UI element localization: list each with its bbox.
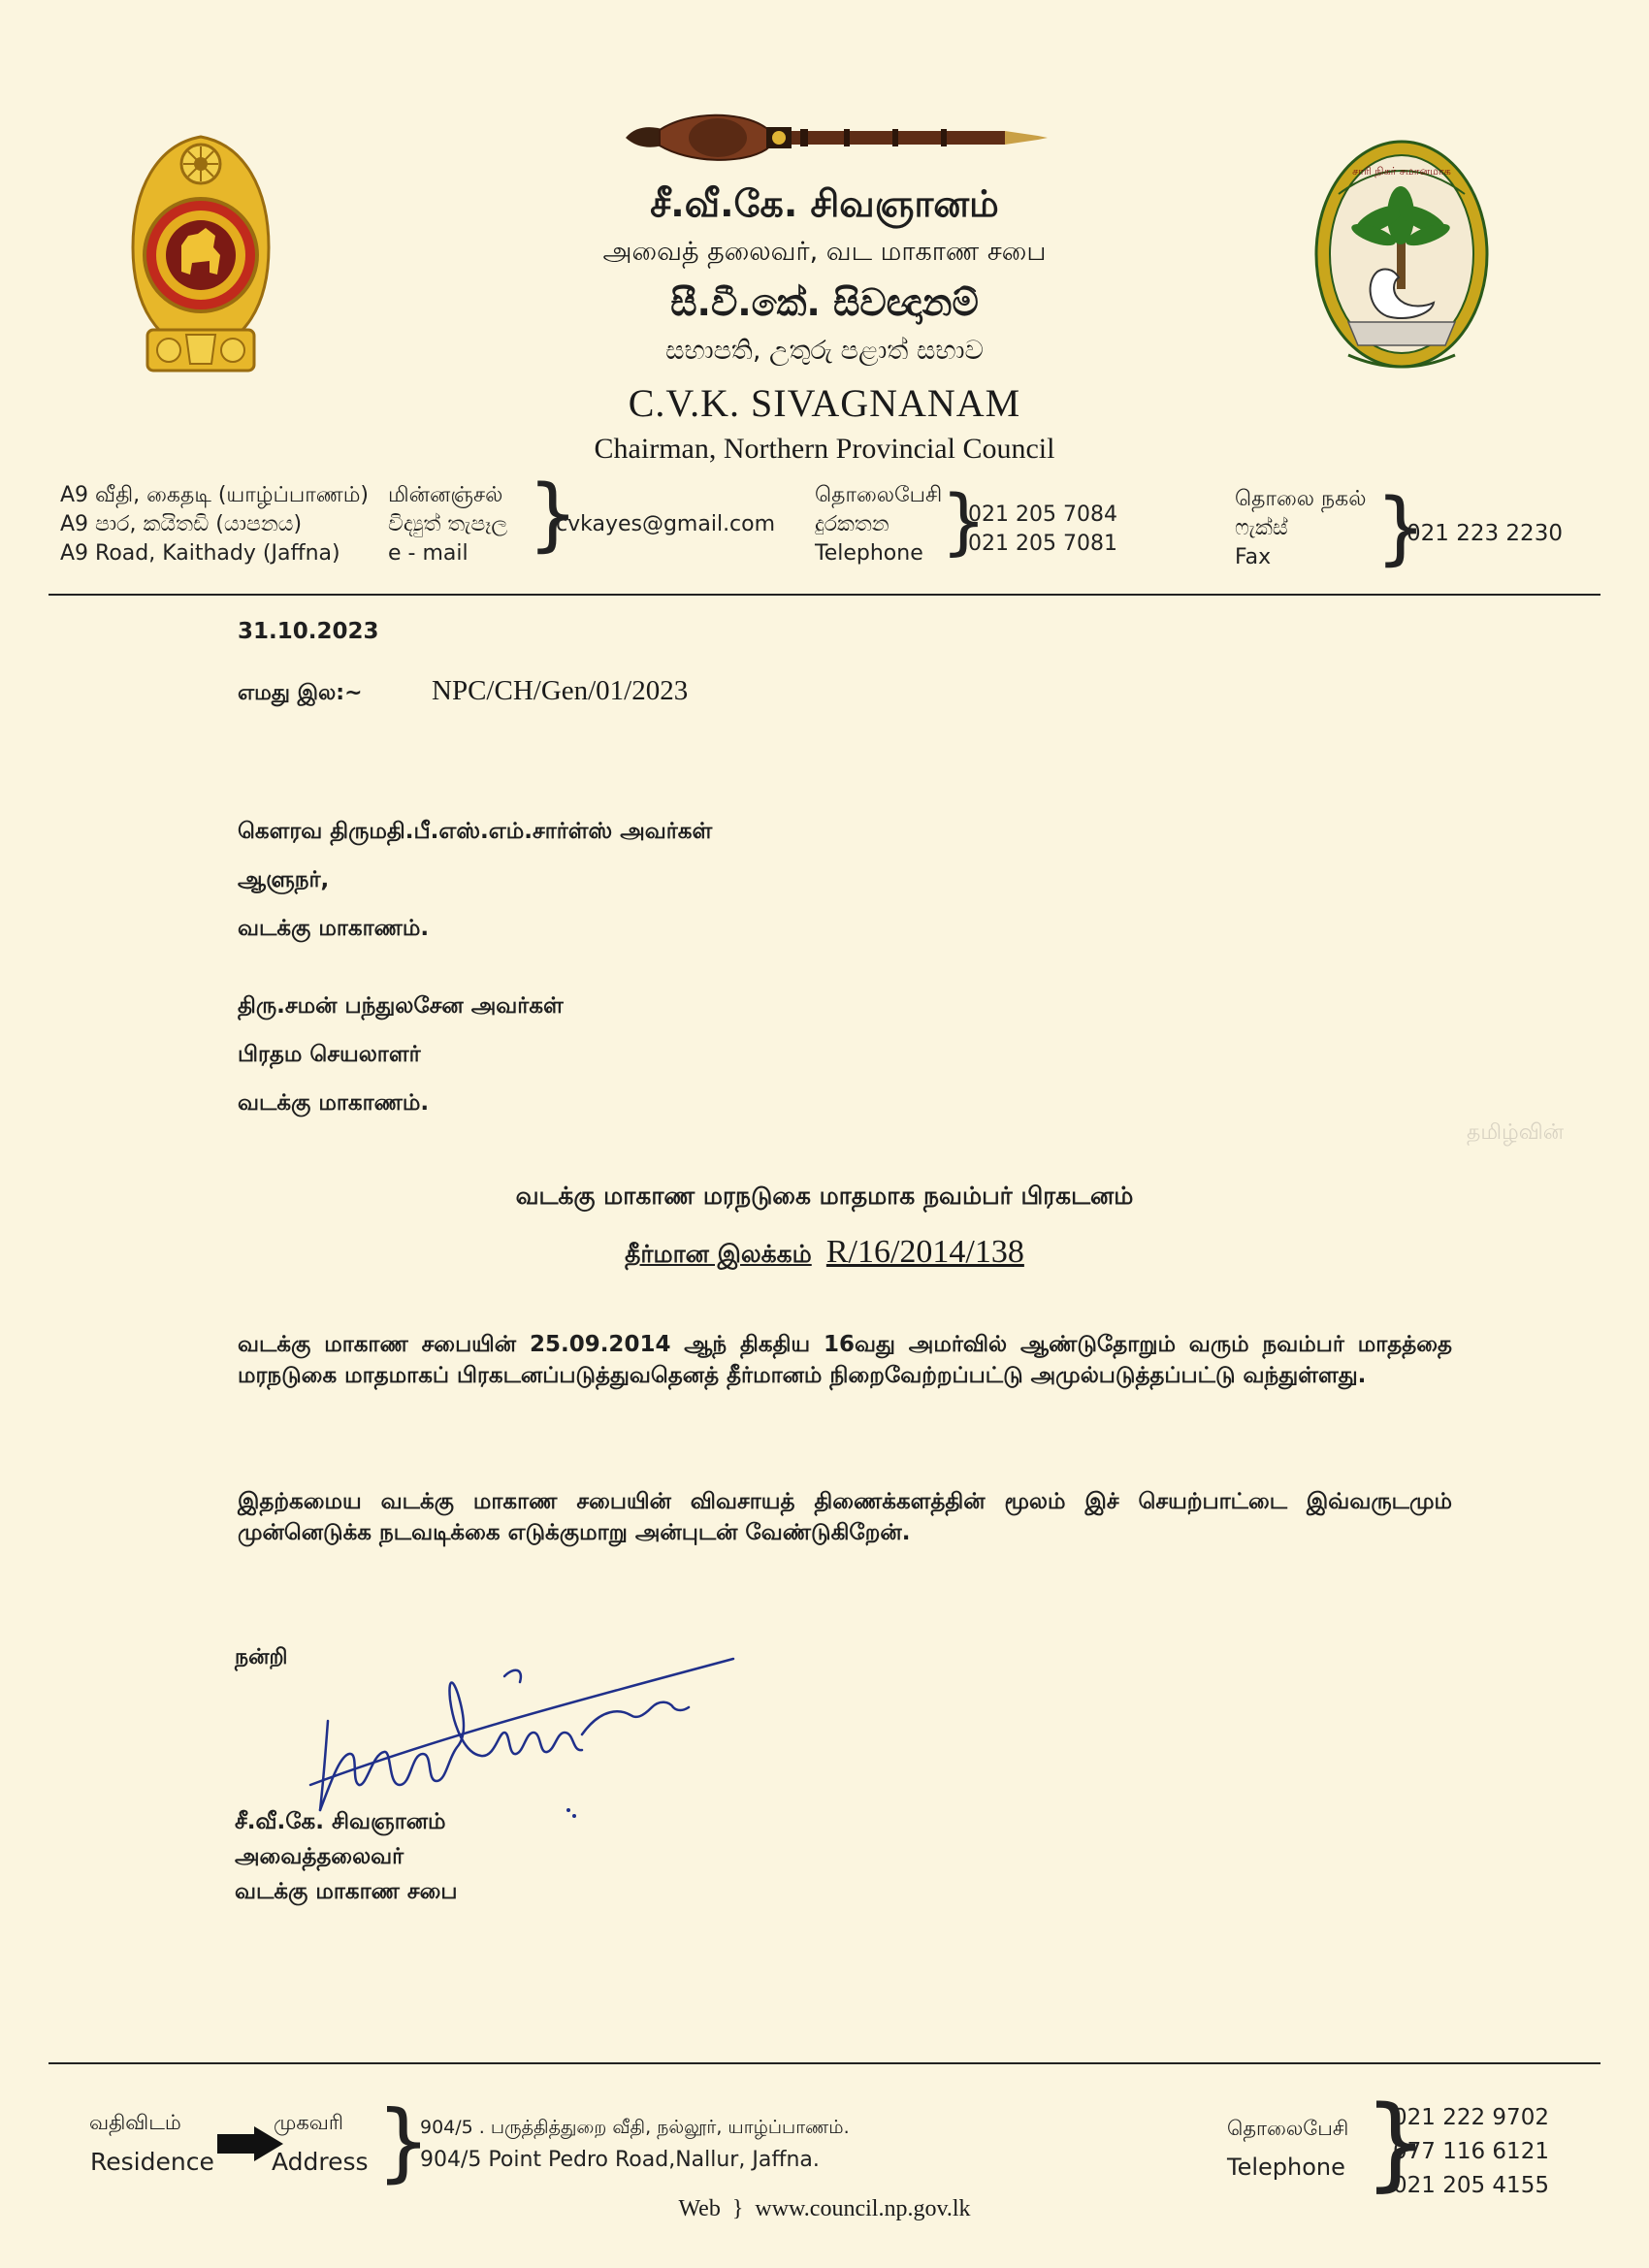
letterhead-title-tamil: அவைத் தலைவர், வட மாகாண சபை — [602, 237, 1047, 267]
contact-phones: 021 205 7084 021 205 7081 — [968, 502, 1117, 556]
recipient-governor: கௌரவ திருமதி.பீ.எஸ்.எம்.சார்ள்ஸ் அவர்கள் ஆளுநர், வடக்கு மாகாணம். — [238, 819, 713, 941]
subject-heading: வடக்கு மாகாண மரநடுகை மாதமாக நவம்பர் பிரகடனம் — [515, 1182, 1134, 1210]
sri-lanka-emblem-icon — [128, 131, 274, 385]
footer-phone-label-tamil: தொலைபேசி — [1227, 2117, 1349, 2140]
letterhead-name-tamil: சீ.வீ.கே. சிவஞானம் — [650, 182, 999, 225]
ceremonial-mace-icon — [621, 109, 1048, 165]
footer-web: Web } www.council.np.gov.lk — [678, 2196, 971, 2221]
address-tamil: 904/5 . பருத்தித்துறை வீதி, நல்லூர், யாழ்ப்பாணம். — [420, 2117, 850, 2138]
letterhead-title-sinhala: සභාපති, උතුරු පළාත් සභාව — [665, 336, 984, 366]
thanks: நன்றி — [235, 1645, 288, 1669]
contact-email[interactable]: cvkayes@gmail.com — [556, 512, 776, 536]
contact-address: A9 வீதி, கைதடி (யாழ்ப்பாணம்) A9 පාර, කයිතඩි (යාපනය) A9 Road, Kaithady (Jaffna) — [60, 483, 369, 566]
letterhead-title-english: Chairman, Northern Provincial Council — [594, 433, 1055, 465]
brace-icon: } — [1364, 2084, 1429, 2202]
contact-fax-labels: தொலை நகல் ෆැක්ස් Fax — [1235, 487, 1367, 569]
brace-icon: } — [528, 469, 579, 561]
address-label-english: Address — [272, 2148, 369, 2176]
brace-icon: } — [941, 480, 987, 564]
northern-province-emblem-icon — [1310, 136, 1494, 386]
reference-number: NPC/CH/Gen/01/2023 — [432, 675, 689, 706]
paragraph-2: இதற்கமைய வடக்கு மாகாண சபையின் விவசாயத் திணைக்களத்தின் மூலம் இச் செயற்பாட்டை இவ்வருடமும் முன்னெடுக்க நடவடிக்கை எடுக்குமாறு அன்புடன் வேண்டுகிறேன். — [238, 1489, 1452, 1545]
emblem-right-motto: சாரி நிகர் சமானமாக — [1352, 165, 1451, 178]
brace-icon: } — [1375, 482, 1427, 574]
web-label: Web — [678, 2196, 721, 2221]
signature-icon — [291, 1639, 757, 1824]
address-label-tamil: முகவரி — [274, 2111, 343, 2134]
residence-label-english: Residence — [90, 2148, 214, 2176]
address-english: 904/5 Point Pedro Road,Nallur, Jaffna. — [420, 2148, 820, 2172]
header-divider — [48, 594, 1600, 596]
resolution-label: தீர்மான இலக்கம் — [625, 1240, 812, 1268]
letterhead-name-english: C.V.K. SIVAGNANAM — [628, 381, 1021, 425]
contact-phone-labels: தொலைபேசி දුරකතන Telephone — [815, 483, 943, 566]
watermark: தமிழ்வின் — [1467, 1120, 1565, 1145]
letterhead-name-sinhala: සී.වී.කේ. සිවඥානම් — [670, 281, 979, 324]
paragraph-1: வடக்கு மாகாண சபையின் 25.09.2014 ஆந் திகதிய 16வது அமர்வில் ஆண்டுதோறும் வரும் நவம்பர் மாதத்தை மரநடுகை மாதமாகப் பிரகடனப்படுத்துவதெனத் தீர்மானம் நிறைவேற்றப்பட்டு அமுல்படுத்தப்பட்டு வந்துள்ளது. — [238, 1332, 1452, 1388]
recipient-chief-secretary: திரு.சமன் பந்துலசேன அவர்கள் பிரதம செயலாளர் வடக்கு மாகாணம். — [238, 993, 564, 1116]
reference-label: எமது இல:~ — [238, 681, 363, 705]
contact-fax: 021 223 2230 — [1406, 521, 1563, 546]
footer-phones: 021 222 9702 077 116 6121 021 205 4155 — [1393, 2105, 1549, 2198]
signatory-block: சீ.வீ.கே. சிவஞானம் அவைத்தலைவர் வடக்கு மாகாண சபை — [235, 1809, 458, 1904]
contact-email-labels: மின்னஞ்சல் විද්‍යුත් තැපෑල e - mail — [388, 483, 508, 566]
letter-date: 31.10.2023 — [238, 619, 379, 644]
footer-divider — [48, 2062, 1600, 2064]
footer-phone-label-english: Telephone — [1227, 2154, 1345, 2181]
resolution-number: R/16/2014/138 — [825, 1234, 1024, 1270]
web-link[interactable]: www.council.np.gov.lk — [755, 2196, 971, 2221]
brace-icon: } — [376, 2091, 431, 2191]
resolution-heading — [291, 1234, 1358, 1272]
residence-label-tamil: வதிவிடம் — [89, 2111, 181, 2134]
